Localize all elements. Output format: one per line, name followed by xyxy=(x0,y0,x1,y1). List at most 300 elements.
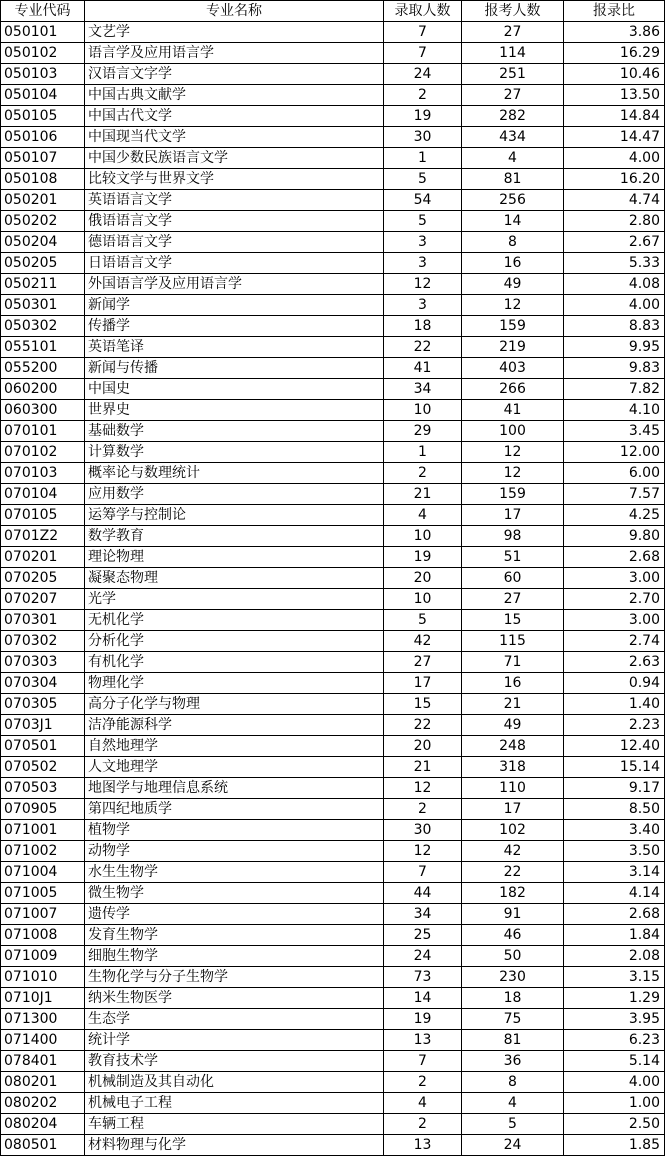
cell-ratio: 2.63 xyxy=(564,652,665,673)
cell-applicants: 14 xyxy=(462,211,564,232)
table-row xyxy=(1,1030,665,1051)
cell-major-name: 语言学及应用语言学 xyxy=(85,43,384,64)
cell-major-name: 教育技术学 xyxy=(85,1051,384,1072)
cell-major-code: 071002 xyxy=(1,841,85,862)
table-row xyxy=(1,1072,665,1093)
cell-admitted: 10 xyxy=(384,400,462,421)
cell-major-name: 外国语言学及应用语言学 xyxy=(85,274,384,295)
cell-admitted: 18 xyxy=(384,316,462,337)
cell-ratio: 4.74 xyxy=(564,190,665,211)
cell-admitted: 2 xyxy=(384,799,462,820)
table-row xyxy=(1,463,665,484)
cell-major-name: 基础数学 xyxy=(85,421,384,442)
table-row xyxy=(1,1135,665,1156)
cell-major-code: 070302 xyxy=(1,631,85,652)
table-row xyxy=(1,988,665,1009)
cell-ratio: 4.00 xyxy=(564,295,665,316)
cell-admitted: 30 xyxy=(384,127,462,148)
cell-ratio: 4.00 xyxy=(564,1072,665,1093)
cell-major-code: 080204 xyxy=(1,1114,85,1135)
cell-ratio: 4.10 xyxy=(564,400,665,421)
table-row xyxy=(1,1114,665,1135)
cell-major-code: 071007 xyxy=(1,904,85,925)
cell-major-name: 车辆工程 xyxy=(85,1114,384,1135)
cell-admitted: 25 xyxy=(384,925,462,946)
cell-applicants: 219 xyxy=(462,337,564,358)
cell-major-code: 070102 xyxy=(1,442,85,463)
table-row xyxy=(1,22,665,43)
table-row xyxy=(1,64,665,85)
cell-ratio: 12.40 xyxy=(564,736,665,757)
cell-major-code: 071004 xyxy=(1,862,85,883)
cell-major-name: 汉语言文字学 xyxy=(85,64,384,85)
table-row xyxy=(1,148,665,169)
cell-major-code: 071001 xyxy=(1,820,85,841)
cell-admitted: 21 xyxy=(384,484,462,505)
table-row xyxy=(1,736,665,757)
cell-ratio: 1.40 xyxy=(564,694,665,715)
cell-applicants: 159 xyxy=(462,484,564,505)
cell-major-code: 050107 xyxy=(1,148,85,169)
cell-ratio: 9.83 xyxy=(564,358,665,379)
table-row xyxy=(1,904,665,925)
cell-admitted: 10 xyxy=(384,526,462,547)
cell-major-code: 080501 xyxy=(1,1135,85,1156)
cell-major-name: 中国现当代文学 xyxy=(85,127,384,148)
cell-ratio: 3.15 xyxy=(564,967,665,988)
cell-applicants: 60 xyxy=(462,568,564,589)
cell-admitted: 7 xyxy=(384,43,462,64)
cell-admitted: 22 xyxy=(384,337,462,358)
cell-applicants: 36 xyxy=(462,1051,564,1072)
cell-admitted: 2 xyxy=(384,1114,462,1135)
cell-admitted: 34 xyxy=(384,904,462,925)
header-row xyxy=(1,1,665,22)
cell-major-name: 生物化学与分子生物学 xyxy=(85,967,384,988)
cell-admitted: 3 xyxy=(384,253,462,274)
cell-ratio: 2.80 xyxy=(564,211,665,232)
cell-major-name: 无机化学 xyxy=(85,610,384,631)
cell-admitted: 7 xyxy=(384,22,462,43)
cell-applicants: 12 xyxy=(462,295,564,316)
cell-major-code: 0703J1 xyxy=(1,715,85,736)
cell-admitted: 30 xyxy=(384,820,462,841)
cell-applicants: 50 xyxy=(462,946,564,967)
cell-major-name: 德语语言文学 xyxy=(85,232,384,253)
cell-admitted: 20 xyxy=(384,736,462,757)
cell-major-name: 英语笔译 xyxy=(85,337,384,358)
cell-admitted: 7 xyxy=(384,862,462,883)
cell-applicants: 21 xyxy=(462,694,564,715)
table-row xyxy=(1,400,665,421)
cell-ratio: 6.00 xyxy=(564,463,665,484)
table-row xyxy=(1,673,665,694)
cell-admitted: 10 xyxy=(384,589,462,610)
cell-applicants: 434 xyxy=(462,127,564,148)
cell-major-name: 运筹学与控制论 xyxy=(85,505,384,526)
cell-applicants: 71 xyxy=(462,652,564,673)
cell-major-name: 细胞生物学 xyxy=(85,946,384,967)
cell-major-name: 材料物理与化学 xyxy=(85,1135,384,1156)
cell-applicants: 42 xyxy=(462,841,564,862)
cell-ratio: 2.68 xyxy=(564,904,665,925)
cell-major-code: 071010 xyxy=(1,967,85,988)
cell-admitted: 3 xyxy=(384,295,462,316)
table-row xyxy=(1,169,665,190)
cell-major-code: 070301 xyxy=(1,610,85,631)
cell-major-code: 060200 xyxy=(1,379,85,400)
cell-major-code: 050301 xyxy=(1,295,85,316)
cell-admitted: 42 xyxy=(384,631,462,652)
cell-major-name: 传播学 xyxy=(85,316,384,337)
cell-applicants: 49 xyxy=(462,715,564,736)
cell-ratio: 2.08 xyxy=(564,946,665,967)
cell-admitted: 19 xyxy=(384,106,462,127)
cell-applicants: 182 xyxy=(462,883,564,904)
table-row xyxy=(1,778,665,799)
cell-admitted: 34 xyxy=(384,379,462,400)
cell-major-name: 凝聚态物理 xyxy=(85,568,384,589)
cell-applicants: 4 xyxy=(462,148,564,169)
cell-admitted: 29 xyxy=(384,421,462,442)
cell-major-code: 050101 xyxy=(1,22,85,43)
cell-major-code: 070101 xyxy=(1,421,85,442)
cell-major-code: 070501 xyxy=(1,736,85,757)
cell-admitted: 44 xyxy=(384,883,462,904)
cell-applicants: 102 xyxy=(462,820,564,841)
cell-major-name: 日语语言文学 xyxy=(85,253,384,274)
cell-major-code: 080202 xyxy=(1,1093,85,1114)
cell-major-name: 世界史 xyxy=(85,400,384,421)
cell-applicants: 17 xyxy=(462,799,564,820)
cell-major-name: 纳米生物医学 xyxy=(85,988,384,1009)
cell-major-name: 统计学 xyxy=(85,1030,384,1051)
cell-major-name: 生态学 xyxy=(85,1009,384,1030)
cell-major-name: 计算数学 xyxy=(85,442,384,463)
cell-applicants: 81 xyxy=(462,169,564,190)
cell-ratio: 1.85 xyxy=(564,1135,665,1156)
cell-ratio: 12.00 xyxy=(564,442,665,463)
cell-applicants: 8 xyxy=(462,232,564,253)
header-admitted: 录取人数 xyxy=(384,1,462,22)
cell-applicants: 282 xyxy=(462,106,564,127)
cell-major-code: 050204 xyxy=(1,232,85,253)
cell-applicants: 251 xyxy=(462,64,564,85)
cell-applicants: 16 xyxy=(462,673,564,694)
table-row xyxy=(1,505,665,526)
cell-ratio: 3.50 xyxy=(564,841,665,862)
cell-ratio: 4.08 xyxy=(564,274,665,295)
table-row xyxy=(1,358,665,379)
cell-ratio: 9.95 xyxy=(564,337,665,358)
table-row xyxy=(1,946,665,967)
cell-ratio: 8.83 xyxy=(564,316,665,337)
cell-ratio: 16.29 xyxy=(564,43,665,64)
cell-ratio: 3.86 xyxy=(564,22,665,43)
cell-major-name: 自然地理学 xyxy=(85,736,384,757)
cell-applicants: 41 xyxy=(462,400,564,421)
table-row xyxy=(1,1093,665,1114)
cell-major-name: 发育生物学 xyxy=(85,925,384,946)
table-row xyxy=(1,274,665,295)
cell-major-code: 070103 xyxy=(1,463,85,484)
cell-admitted: 41 xyxy=(384,358,462,379)
cell-applicants: 100 xyxy=(462,421,564,442)
cell-ratio: 4.25 xyxy=(564,505,665,526)
cell-ratio: 1.84 xyxy=(564,925,665,946)
cell-applicants: 27 xyxy=(462,85,564,106)
cell-major-name: 机械电子工程 xyxy=(85,1093,384,1114)
cell-major-name: 中国少数民族语言文学 xyxy=(85,148,384,169)
cell-admitted: 21 xyxy=(384,757,462,778)
table-row xyxy=(1,337,665,358)
cell-major-name: 物理化学 xyxy=(85,673,384,694)
cell-major-code: 070207 xyxy=(1,589,85,610)
cell-ratio: 1.00 xyxy=(564,1093,665,1114)
cell-major-code: 050201 xyxy=(1,190,85,211)
cell-applicants: 98 xyxy=(462,526,564,547)
table-row xyxy=(1,568,665,589)
cell-applicants: 22 xyxy=(462,862,564,883)
table-row xyxy=(1,883,665,904)
cell-admitted: 20 xyxy=(384,568,462,589)
table-row xyxy=(1,442,665,463)
cell-admitted: 5 xyxy=(384,610,462,631)
cell-admitted: 13 xyxy=(384,1135,462,1156)
cell-applicants: 4 xyxy=(462,1093,564,1114)
cell-applicants: 248 xyxy=(462,736,564,757)
cell-ratio: 14.47 xyxy=(564,127,665,148)
cell-admitted: 15 xyxy=(384,694,462,715)
cell-major-code: 071009 xyxy=(1,946,85,967)
table-row xyxy=(1,106,665,127)
cell-major-code: 070503 xyxy=(1,778,85,799)
cell-admitted: 1 xyxy=(384,148,462,169)
cell-major-code: 070104 xyxy=(1,484,85,505)
table-body xyxy=(1,22,665,1156)
cell-major-code: 071005 xyxy=(1,883,85,904)
cell-major-name: 动物学 xyxy=(85,841,384,862)
cell-applicants: 18 xyxy=(462,988,564,1009)
cell-major-code: 060300 xyxy=(1,400,85,421)
cell-admitted: 19 xyxy=(384,547,462,568)
cell-major-name: 俄语语言文学 xyxy=(85,211,384,232)
cell-major-name: 文艺学 xyxy=(85,22,384,43)
table-row xyxy=(1,820,665,841)
cell-major-code: 050104 xyxy=(1,85,85,106)
cell-applicants: 256 xyxy=(462,190,564,211)
cell-ratio: 5.33 xyxy=(564,253,665,274)
table-row xyxy=(1,841,665,862)
cell-admitted: 54 xyxy=(384,190,462,211)
cell-ratio: 7.57 xyxy=(564,484,665,505)
cell-applicants: 318 xyxy=(462,757,564,778)
cell-ratio: 2.67 xyxy=(564,232,665,253)
cell-major-code: 070905 xyxy=(1,799,85,820)
cell-admitted: 5 xyxy=(384,211,462,232)
cell-admitted: 73 xyxy=(384,967,462,988)
cell-major-code: 050106 xyxy=(1,127,85,148)
cell-major-code: 071400 xyxy=(1,1030,85,1051)
table-row xyxy=(1,295,665,316)
cell-applicants: 75 xyxy=(462,1009,564,1030)
table-row xyxy=(1,862,665,883)
cell-major-name: 新闻学 xyxy=(85,295,384,316)
cell-ratio: 9.80 xyxy=(564,526,665,547)
cell-ratio: 3.00 xyxy=(564,568,665,589)
table-row xyxy=(1,925,665,946)
cell-ratio: 3.95 xyxy=(564,1009,665,1030)
table-row xyxy=(1,652,665,673)
cell-applicants: 24 xyxy=(462,1135,564,1156)
table-row xyxy=(1,631,665,652)
cell-applicants: 17 xyxy=(462,505,564,526)
cell-admitted: 12 xyxy=(384,778,462,799)
table-row xyxy=(1,421,665,442)
header-applicants: 报考人数 xyxy=(462,1,564,22)
cell-ratio: 5.14 xyxy=(564,1051,665,1072)
cell-applicants: 16 xyxy=(462,253,564,274)
cell-major-name: 应用数学 xyxy=(85,484,384,505)
cell-ratio: 2.50 xyxy=(564,1114,665,1135)
cell-ratio: 8.50 xyxy=(564,799,665,820)
table-row xyxy=(1,967,665,988)
cell-major-code: 070205 xyxy=(1,568,85,589)
cell-major-name: 中国古典文献学 xyxy=(85,85,384,106)
table-row xyxy=(1,526,665,547)
cell-ratio: 9.17 xyxy=(564,778,665,799)
cell-ratio: 3.40 xyxy=(564,820,665,841)
cell-major-code: 0710J1 xyxy=(1,988,85,1009)
cell-admitted: 1 xyxy=(384,442,462,463)
cell-major-code: 071300 xyxy=(1,1009,85,1030)
cell-applicants: 110 xyxy=(462,778,564,799)
cell-major-code: 050202 xyxy=(1,211,85,232)
cell-ratio: 4.14 xyxy=(564,883,665,904)
cell-applicants: 5 xyxy=(462,1114,564,1135)
cell-major-name: 有机化学 xyxy=(85,652,384,673)
cell-major-name: 数学教育 xyxy=(85,526,384,547)
cell-admitted: 22 xyxy=(384,715,462,736)
table-row xyxy=(1,715,665,736)
cell-applicants: 27 xyxy=(462,22,564,43)
table-row xyxy=(1,253,665,274)
cell-applicants: 46 xyxy=(462,925,564,946)
cell-major-code: 050102 xyxy=(1,43,85,64)
table-row xyxy=(1,589,665,610)
cell-major-code: 050108 xyxy=(1,169,85,190)
cell-major-code: 050211 xyxy=(1,274,85,295)
cell-admitted: 4 xyxy=(384,1093,462,1114)
cell-admitted: 2 xyxy=(384,463,462,484)
table-row xyxy=(1,484,665,505)
table-row xyxy=(1,316,665,337)
cell-ratio: 6.23 xyxy=(564,1030,665,1051)
cell-major-name: 中国古代文学 xyxy=(85,106,384,127)
cell-admitted: 24 xyxy=(384,64,462,85)
cell-major-name: 光学 xyxy=(85,589,384,610)
cell-applicants: 91 xyxy=(462,904,564,925)
header-major-code: 专业代码 xyxy=(1,1,85,22)
cell-major-name: 英语语言文学 xyxy=(85,190,384,211)
cell-major-code: 050105 xyxy=(1,106,85,127)
cell-applicants: 81 xyxy=(462,1030,564,1051)
cell-major-name: 机械制造及其自动化 xyxy=(85,1072,384,1093)
cell-admitted: 27 xyxy=(384,652,462,673)
cell-ratio: 2.70 xyxy=(564,589,665,610)
cell-ratio: 1.29 xyxy=(564,988,665,1009)
table-row xyxy=(1,610,665,631)
cell-ratio: 4.00 xyxy=(564,148,665,169)
cell-admitted: 12 xyxy=(384,274,462,295)
table-row xyxy=(1,85,665,106)
cell-major-name: 比较文学与世界文学 xyxy=(85,169,384,190)
cell-major-code: 050302 xyxy=(1,316,85,337)
cell-major-name: 地图学与地理信息系统 xyxy=(85,778,384,799)
table-row xyxy=(1,799,665,820)
cell-applicants: 403 xyxy=(462,358,564,379)
cell-applicants: 15 xyxy=(462,610,564,631)
cell-major-code: 055101 xyxy=(1,337,85,358)
cell-applicants: 12 xyxy=(462,463,564,484)
table-row xyxy=(1,757,665,778)
cell-ratio: 2.68 xyxy=(564,547,665,568)
cell-major-name: 理论物理 xyxy=(85,547,384,568)
cell-admitted: 7 xyxy=(384,1051,462,1072)
cell-applicants: 115 xyxy=(462,631,564,652)
cell-major-name: 高分子化学与物理 xyxy=(85,694,384,715)
cell-major-code: 071008 xyxy=(1,925,85,946)
cell-ratio: 14.84 xyxy=(564,106,665,127)
cell-major-name: 洁净能源科学 xyxy=(85,715,384,736)
table-row xyxy=(1,547,665,568)
cell-major-name: 第四纪地质学 xyxy=(85,799,384,820)
cell-major-name: 分析化学 xyxy=(85,631,384,652)
cell-major-name: 微生物学 xyxy=(85,883,384,904)
cell-major-name: 遗传学 xyxy=(85,904,384,925)
cell-admitted: 14 xyxy=(384,988,462,1009)
table-row xyxy=(1,211,665,232)
cell-major-code: 080201 xyxy=(1,1072,85,1093)
cell-applicants: 12 xyxy=(462,442,564,463)
cell-admitted: 17 xyxy=(384,673,462,694)
table-row xyxy=(1,190,665,211)
cell-ratio: 15.14 xyxy=(564,757,665,778)
cell-applicants: 230 xyxy=(462,967,564,988)
table-row xyxy=(1,1051,665,1072)
cell-ratio: 0.94 xyxy=(564,673,665,694)
cell-major-code: 050103 xyxy=(1,64,85,85)
cell-applicants: 114 xyxy=(462,43,564,64)
table-row xyxy=(1,1009,665,1030)
cell-major-code: 078401 xyxy=(1,1051,85,1072)
cell-admitted: 4 xyxy=(384,505,462,526)
cell-major-code: 070201 xyxy=(1,547,85,568)
cell-major-name: 中国史 xyxy=(85,379,384,400)
cell-admitted: 3 xyxy=(384,232,462,253)
table-row xyxy=(1,43,665,64)
cell-major-code: 055200 xyxy=(1,358,85,379)
table-row xyxy=(1,232,665,253)
cell-admitted: 13 xyxy=(384,1030,462,1051)
table-row xyxy=(1,127,665,148)
header-major-name: 专业名称 xyxy=(85,1,384,22)
cell-ratio: 3.45 xyxy=(564,421,665,442)
cell-ratio: 3.14 xyxy=(564,862,665,883)
cell-applicants: 159 xyxy=(462,316,564,337)
table-row xyxy=(1,694,665,715)
table-row xyxy=(1,379,665,400)
